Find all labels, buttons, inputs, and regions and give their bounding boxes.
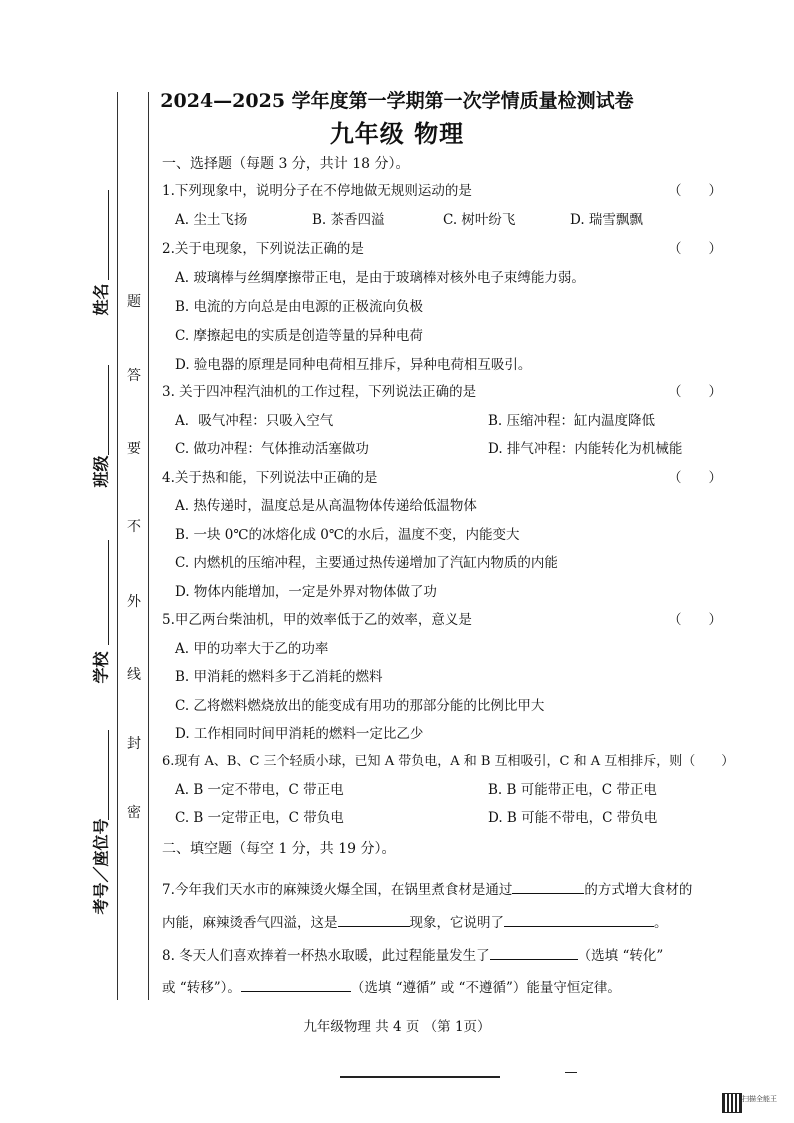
side-label-name: 姓名 (91, 283, 111, 316)
q1-option-d: D. 瑞雪飘飘 (570, 212, 643, 228)
seat-blank (108, 730, 109, 820)
q1-option-c: C. 树叶纷飞 (443, 212, 516, 228)
q7-text-2: 的方式增大食材的 (584, 882, 693, 898)
q8-blank-2 (241, 977, 351, 992)
q7-line2 (162, 911, 668, 931)
q3-option-b: B. 压缩冲程：缸内温度降低 (488, 413, 656, 429)
q8-line2 (162, 976, 621, 996)
q8-line1 (162, 944, 663, 964)
side-label-class: 班级 (91, 455, 111, 488)
q7-text-4: 现象，它说明了 (409, 915, 504, 931)
q6-option-c: C. B 一定带正电，C 带负电 (175, 810, 344, 826)
q4-option-d: D. 物体内能增加，一定是外界对物体做了功 (175, 584, 437, 600)
q3-answer-paren: （ ） (668, 384, 722, 400)
q5-option-d: D. 工作相同时间甲消耗的燃料一定比乙少 (175, 726, 424, 742)
q4-stem: 4.关于热和能，下列说法中正确的是 (162, 470, 378, 486)
q2-option-b: B. 电流的方向总是由电源的正极流向负极 (175, 299, 424, 315)
q4-option-a: A. 热传递时，温度总是从高温物体传递给低温物体 (175, 498, 477, 514)
scan-mark-bottom-right (565, 1072, 577, 1073)
q8-text-4: （选填 “遵循” 或 “不遵循”）能量守恒定律。 (350, 980, 621, 996)
q1-answer-paren: （ ） (668, 183, 722, 199)
q1-option-b: B. 茶香四溢 (312, 212, 385, 228)
q6-stem: 6.现有 A、B、C 三个轻质小球，已知 A 带负电，A 和 B 互相吸引，C 和 A 互相排斥，则（ ） (162, 754, 735, 769)
q4-answer-paren: （ ） (668, 470, 722, 486)
q1-stem: 1.下列现象中，说明分子在不停地做无规则运动的是 (162, 183, 472, 199)
side-label-seat: 考号／座位号 (91, 818, 111, 915)
q5-option-c: C. 乙将燃料燃烧放出的能变成有用功的那部分能的比例比甲大 (175, 698, 545, 714)
seal-char-xian: 线 (127, 667, 141, 683)
q8-text-2: （选填 “转化” (577, 948, 664, 964)
q5-stem: 5.甲乙两台柴油机，甲的效率低于乙的效率，意义是 (162, 612, 472, 628)
q5-answer-paren: （ ） (668, 612, 722, 628)
binding-line-inner (148, 92, 149, 1000)
exam-title: 2024—2025 学年度第一学期第一次学情质量检测试卷 (160, 90, 634, 112)
seal-char-mi: 密 (127, 805, 141, 821)
page-footer: 九年级物理 共 4 页 （第 1页） (303, 1019, 491, 1035)
q5-option-b: B. 甲消耗的燃料多于乙消耗的燃料 (175, 669, 383, 685)
q3-option-a: A．吸气冲程：只吸入空气 (175, 413, 334, 429)
name-blank (108, 190, 109, 280)
school-blank (108, 540, 109, 645)
q3-option-d: D. 排气冲程：内能转化为机械能 (488, 441, 683, 457)
scanner-watermark: 扫描全能王 (742, 1095, 777, 1103)
q2-option-c: C. 摩擦起电的实质是创造等量的异种电荷 (175, 328, 423, 344)
q7-text-3: 内能，麻辣烫香气四溢，这是 (162, 915, 338, 931)
qr-code-icon (722, 1093, 742, 1113)
seal-char-da: 答 (127, 368, 141, 384)
binding-line-outer (117, 92, 118, 1000)
seal-char-wai: 外 (127, 594, 141, 610)
side-label-school: 学校 (91, 651, 111, 684)
q7-text-1: 7.今年我们天水市的麻辣烫火爆全国，在锅里煮食材是通过 (162, 882, 513, 898)
q5-option-a: A. 甲的功率大于乙的功率 (175, 641, 329, 657)
section2-heading: 二、填空题（每空 1 分，共 19 分）。 (162, 841, 396, 857)
q3-option-c: C. 做功冲程：气体推动活塞做功 (175, 441, 369, 457)
exam-subtitle: 九年级 物理 (329, 119, 465, 148)
section1-heading: 一、选择题（每题 3 分，共计 18 分）。 (162, 156, 410, 172)
q7-blank-1 (512, 879, 584, 894)
q4-option-b: B. 一块 0℃的冰熔化成 0℃的水后，温度不变，内能变大 (175, 527, 520, 543)
class-blank (108, 365, 109, 455)
q6-option-b: B. B 可能带正电，C 带正电 (488, 782, 657, 798)
q4-option-c: C. 内燃机的压缩冲程，主要通过热传递增加了汽缸内物质的内能 (175, 555, 558, 571)
q8-blank-1 (490, 945, 578, 960)
seal-char-yao: 要 (127, 441, 141, 457)
q7-text-5: 。 (654, 915, 668, 931)
q2-option-a: A. 玻璃棒与丝绸摩擦带正电，是由于玻璃棒对核外电子束缚能力弱。 (175, 270, 585, 286)
q6-option-d: D. B 可能不带电，C 带负电 (488, 810, 658, 826)
q1-option-a: A. 尘土飞扬 (175, 212, 248, 228)
q2-option-d: D. 验电器的原理是同种电荷相互排斥，异种电荷相互吸引。 (175, 357, 532, 373)
seal-char-bu: 不 (127, 519, 141, 535)
seal-char-ti: 题 (127, 294, 141, 310)
seal-char-feng: 封 (127, 736, 141, 752)
q8-text-1: 8. 冬天人们喜欢捧着一杯热水取暖，此过程能量发生了 (162, 948, 490, 964)
q2-stem: 2.关于电现象，下列说法正确的是 (162, 241, 364, 257)
q8-text-3: 或 “转移”）。 (162, 980, 241, 996)
q7-blank-3 (504, 912, 654, 927)
q2-answer-paren: （ ） (668, 241, 722, 257)
q6-option-a: A. B 一定不带电，C 带正电 (175, 782, 344, 798)
q3-stem: 3. 关于四冲程汽油机的工作过程，下列说法正确的是 (162, 384, 477, 400)
scan-mark-bottom-left (340, 1076, 500, 1078)
q7-blank-2 (338, 912, 410, 927)
q7-line1 (162, 878, 692, 898)
